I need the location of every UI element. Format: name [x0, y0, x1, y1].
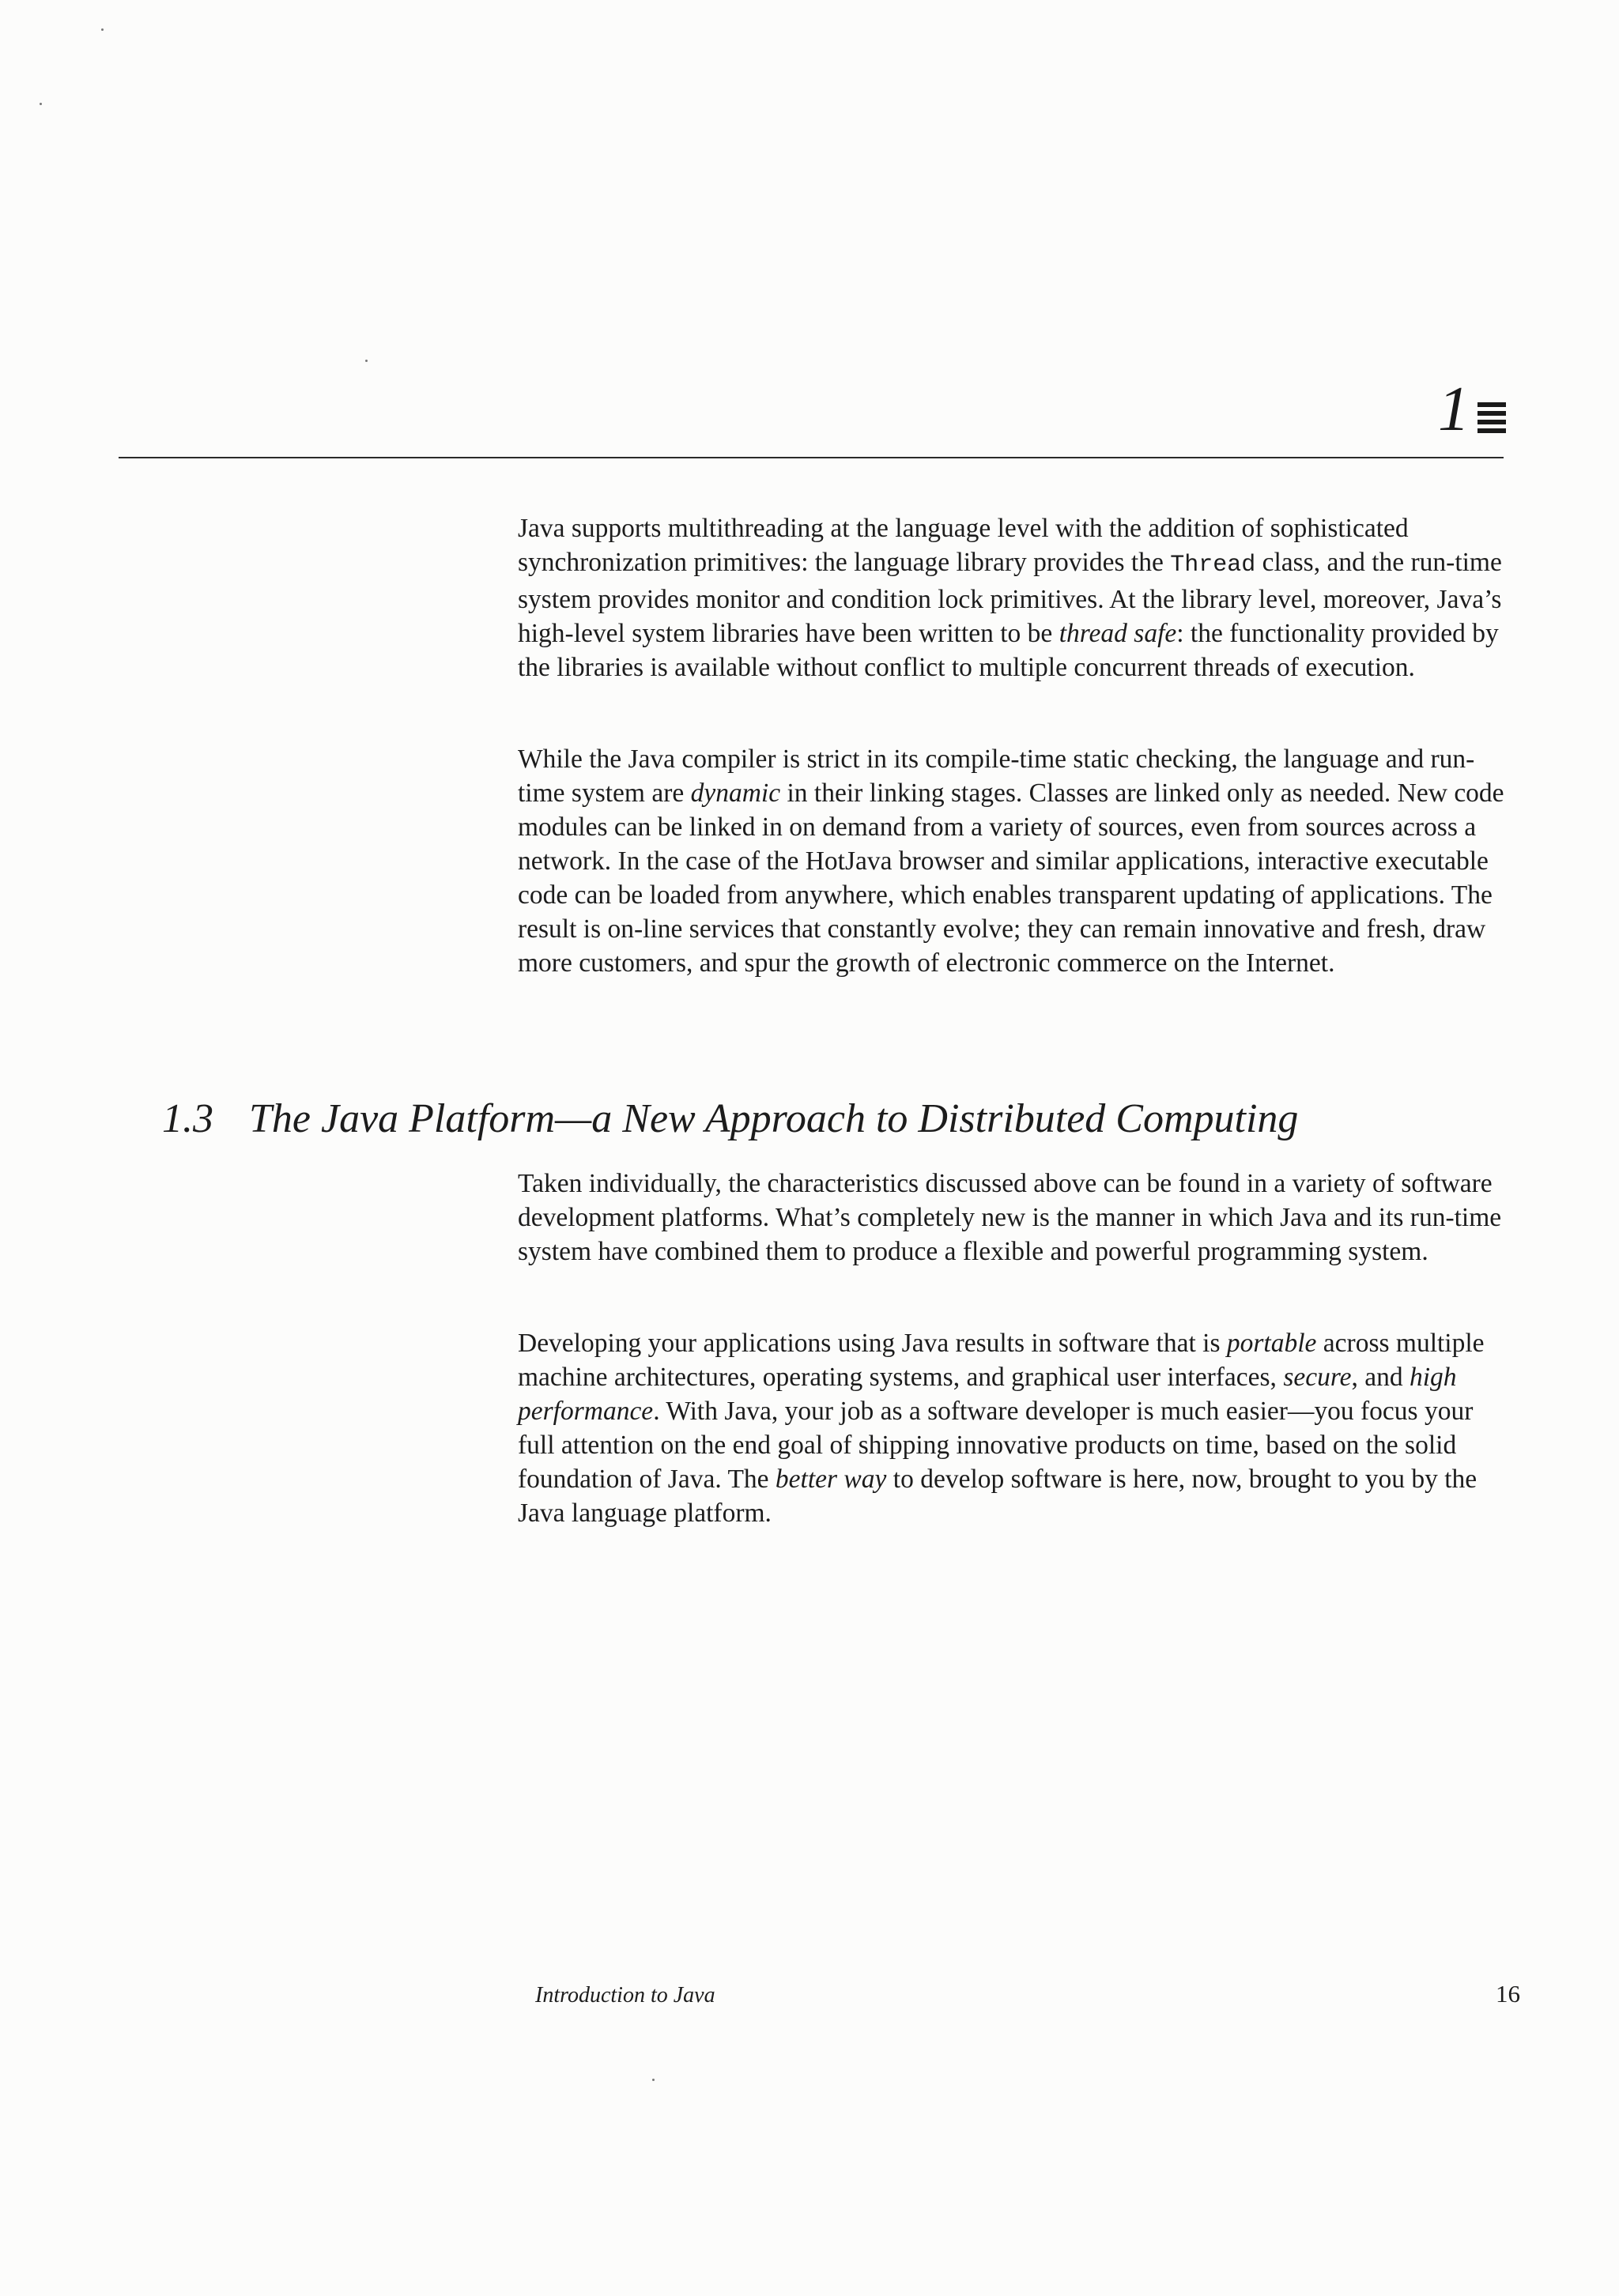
text-run: . With Java, your job as a software developer is much easier—you focus your full attention on the end goal of shipping innovative products on time, based on the solid foundation of Java. The: [518, 1397, 1474, 1494]
body-paragraph: [518, 742, 1506, 980]
emphasis-high-performance: high performance: [518, 1363, 1457, 1426]
emphasis-secure: secure: [1283, 1363, 1352, 1392]
body-paragraph: [518, 1326, 1506, 1530]
paragraph-multithreading: [518, 511, 1506, 684]
text-run: class, and the run-time system provides monitor and condition lock primitives. At the library level, moreover, Java’s high-level system libraries have been written to be: [518, 548, 1502, 648]
text-run: to develop software is here, now, brought to you by the Java language platform.: [518, 1465, 1477, 1528]
section-number: 1.3: [162, 1096, 213, 1141]
emphasis-dynamic: dynamic: [690, 779, 781, 808]
paragraph-dynamic-linking: [518, 742, 1506, 980]
paper-speck: [365, 360, 368, 362]
footer-title: Introduction to Java: [535, 1983, 715, 2008]
section-title: The Java Platform—a New Approach to Distributed Computing: [249, 1096, 1299, 1141]
text-run: , and: [1351, 1363, 1410, 1392]
body-paragraph: [518, 511, 1506, 684]
header-rule: [119, 457, 1504, 458]
body-paragraph: [518, 1167, 1506, 1269]
chapter-bars-icon: [1477, 402, 1506, 433]
emphasis-thread-safe: thread safe: [1059, 619, 1177, 648]
text-run: : the functionality provided by the libraries is available without conflict to multiple concurrent threads of execution.: [518, 619, 1499, 682]
text-run: While the Java compiler is strict in its compile-time static checking, the language and run-time system are: [518, 745, 1475, 808]
text-run: Developing your applications using Java results in software that is: [518, 1329, 1227, 1358]
chapter-number: 1: [1438, 375, 1470, 444]
emphasis-portable: portable: [1226, 1329, 1317, 1358]
paper-speck: [652, 2079, 655, 2081]
paper-speck: [40, 103, 42, 105]
paragraph-developing: [518, 1326, 1506, 1530]
chapter-marker: [1438, 375, 1506, 444]
text-run: in their linking stages. Classes are linked only as needed. New code modules can be linked in on demand from a variety of sources, even from sources across a network. In the case of the HotJava browser and similar applications, interactive executable code can be loaded from anywhere, which enables transparent updating of applications. The result is on-line services that constantly evolve; they can remain innovative and fresh, draw more customers, and spur the growth of electronic commerce on the Internet.: [518, 779, 1504, 978]
paragraph-taken-individually: Taken individually, the characteristics discussed above can be found in a variety of software development platforms. What’s completely new is the manner in which Java and its run-time system have combined them to produce a flexible and powerful programming system.: [518, 1169, 1502, 1266]
paper-speck: [101, 28, 104, 31]
section-heading: [162, 1094, 1298, 1144]
emphasis-better-way: better way: [775, 1465, 887, 1494]
text-run: Java supports multithreading at the language level with the addition of sophisticated synchronization primitives: the language library provides the: [518, 514, 1409, 577]
text-run: across multiple machine architectures, operating systems, and graphical user interfaces,: [518, 1329, 1485, 1392]
code-thread: Thread: [1170, 552, 1256, 579]
page-number: 16: [1496, 1980, 1520, 2008]
